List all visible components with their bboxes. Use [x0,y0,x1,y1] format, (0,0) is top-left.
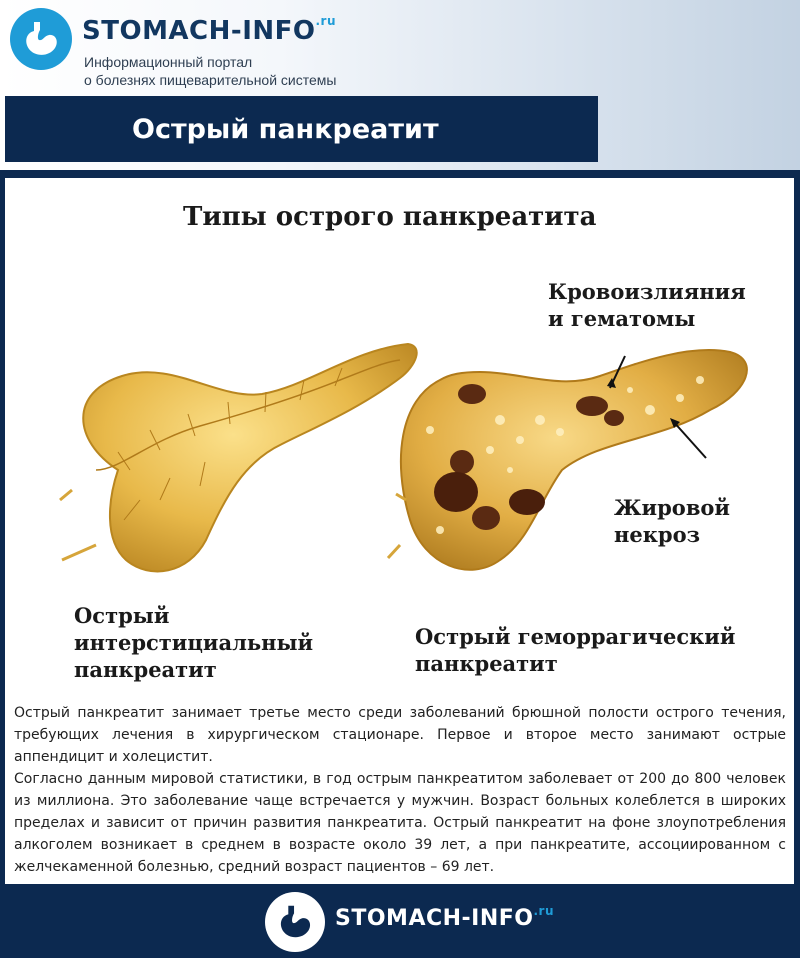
footer-logo[interactable] [265,892,325,952]
hematoma [604,410,624,426]
hematoma [576,396,608,416]
label-hemorrhage: Кровоизлияния и гематомы [548,279,746,331]
hematoma [434,472,478,512]
hematoma [509,489,545,515]
article-paragraph: Острый панкреатит занимает третье место среди заболеваний брюшной полости острого течения, требующих лечения в хирургическом стационаре. Первое и второе место занимают острые аппендицит и холецистит. [14,705,786,765]
article-paragraph: Согласно данным мировой статистики, в год острым панкреатитом заболевает от 200 до 800 человек из миллиона. Это заболевание чаще встречается у мужчин. Возраст больных колеблется в широких пределах и зависит от причин развития панкреатита. Острый панкреатит на фоне злоупотребления алкоголем возникает в среднем в возрасте около 39 лет, а при панкреатите, ассоциированном с желчекаменной болезнью, средний возраст пациентов – 69 лет. [14,771,786,875]
site-tagline: Информационный портал о болезнях пищеварительной системы [84,54,337,88]
caption-hemorrhagic: Острый геморрагический панкреатит [415,624,736,676]
figure-title: Типы острого панкреатита [183,202,597,232]
footer-brand[interactable]: STOMACH-$INFO^{.ru}$ [335,904,555,931]
hematoma [450,450,474,474]
hematoma [472,506,500,530]
hematoma [458,384,486,404]
stomach-icon [273,900,317,944]
caption-interstitial: Острый интерстициальный панкреатит [74,603,314,682]
site-brand[interactable]: STOMACH-$INFO^{.ru}$ [82,14,337,46]
necrosis-arrow [672,420,706,458]
page-title: Острый панкреатит [132,114,439,145]
article-text [14,702,786,878]
pancreas-interstitial [60,344,417,571]
label-fat-necrosis: Жировой некроз [614,495,730,547]
